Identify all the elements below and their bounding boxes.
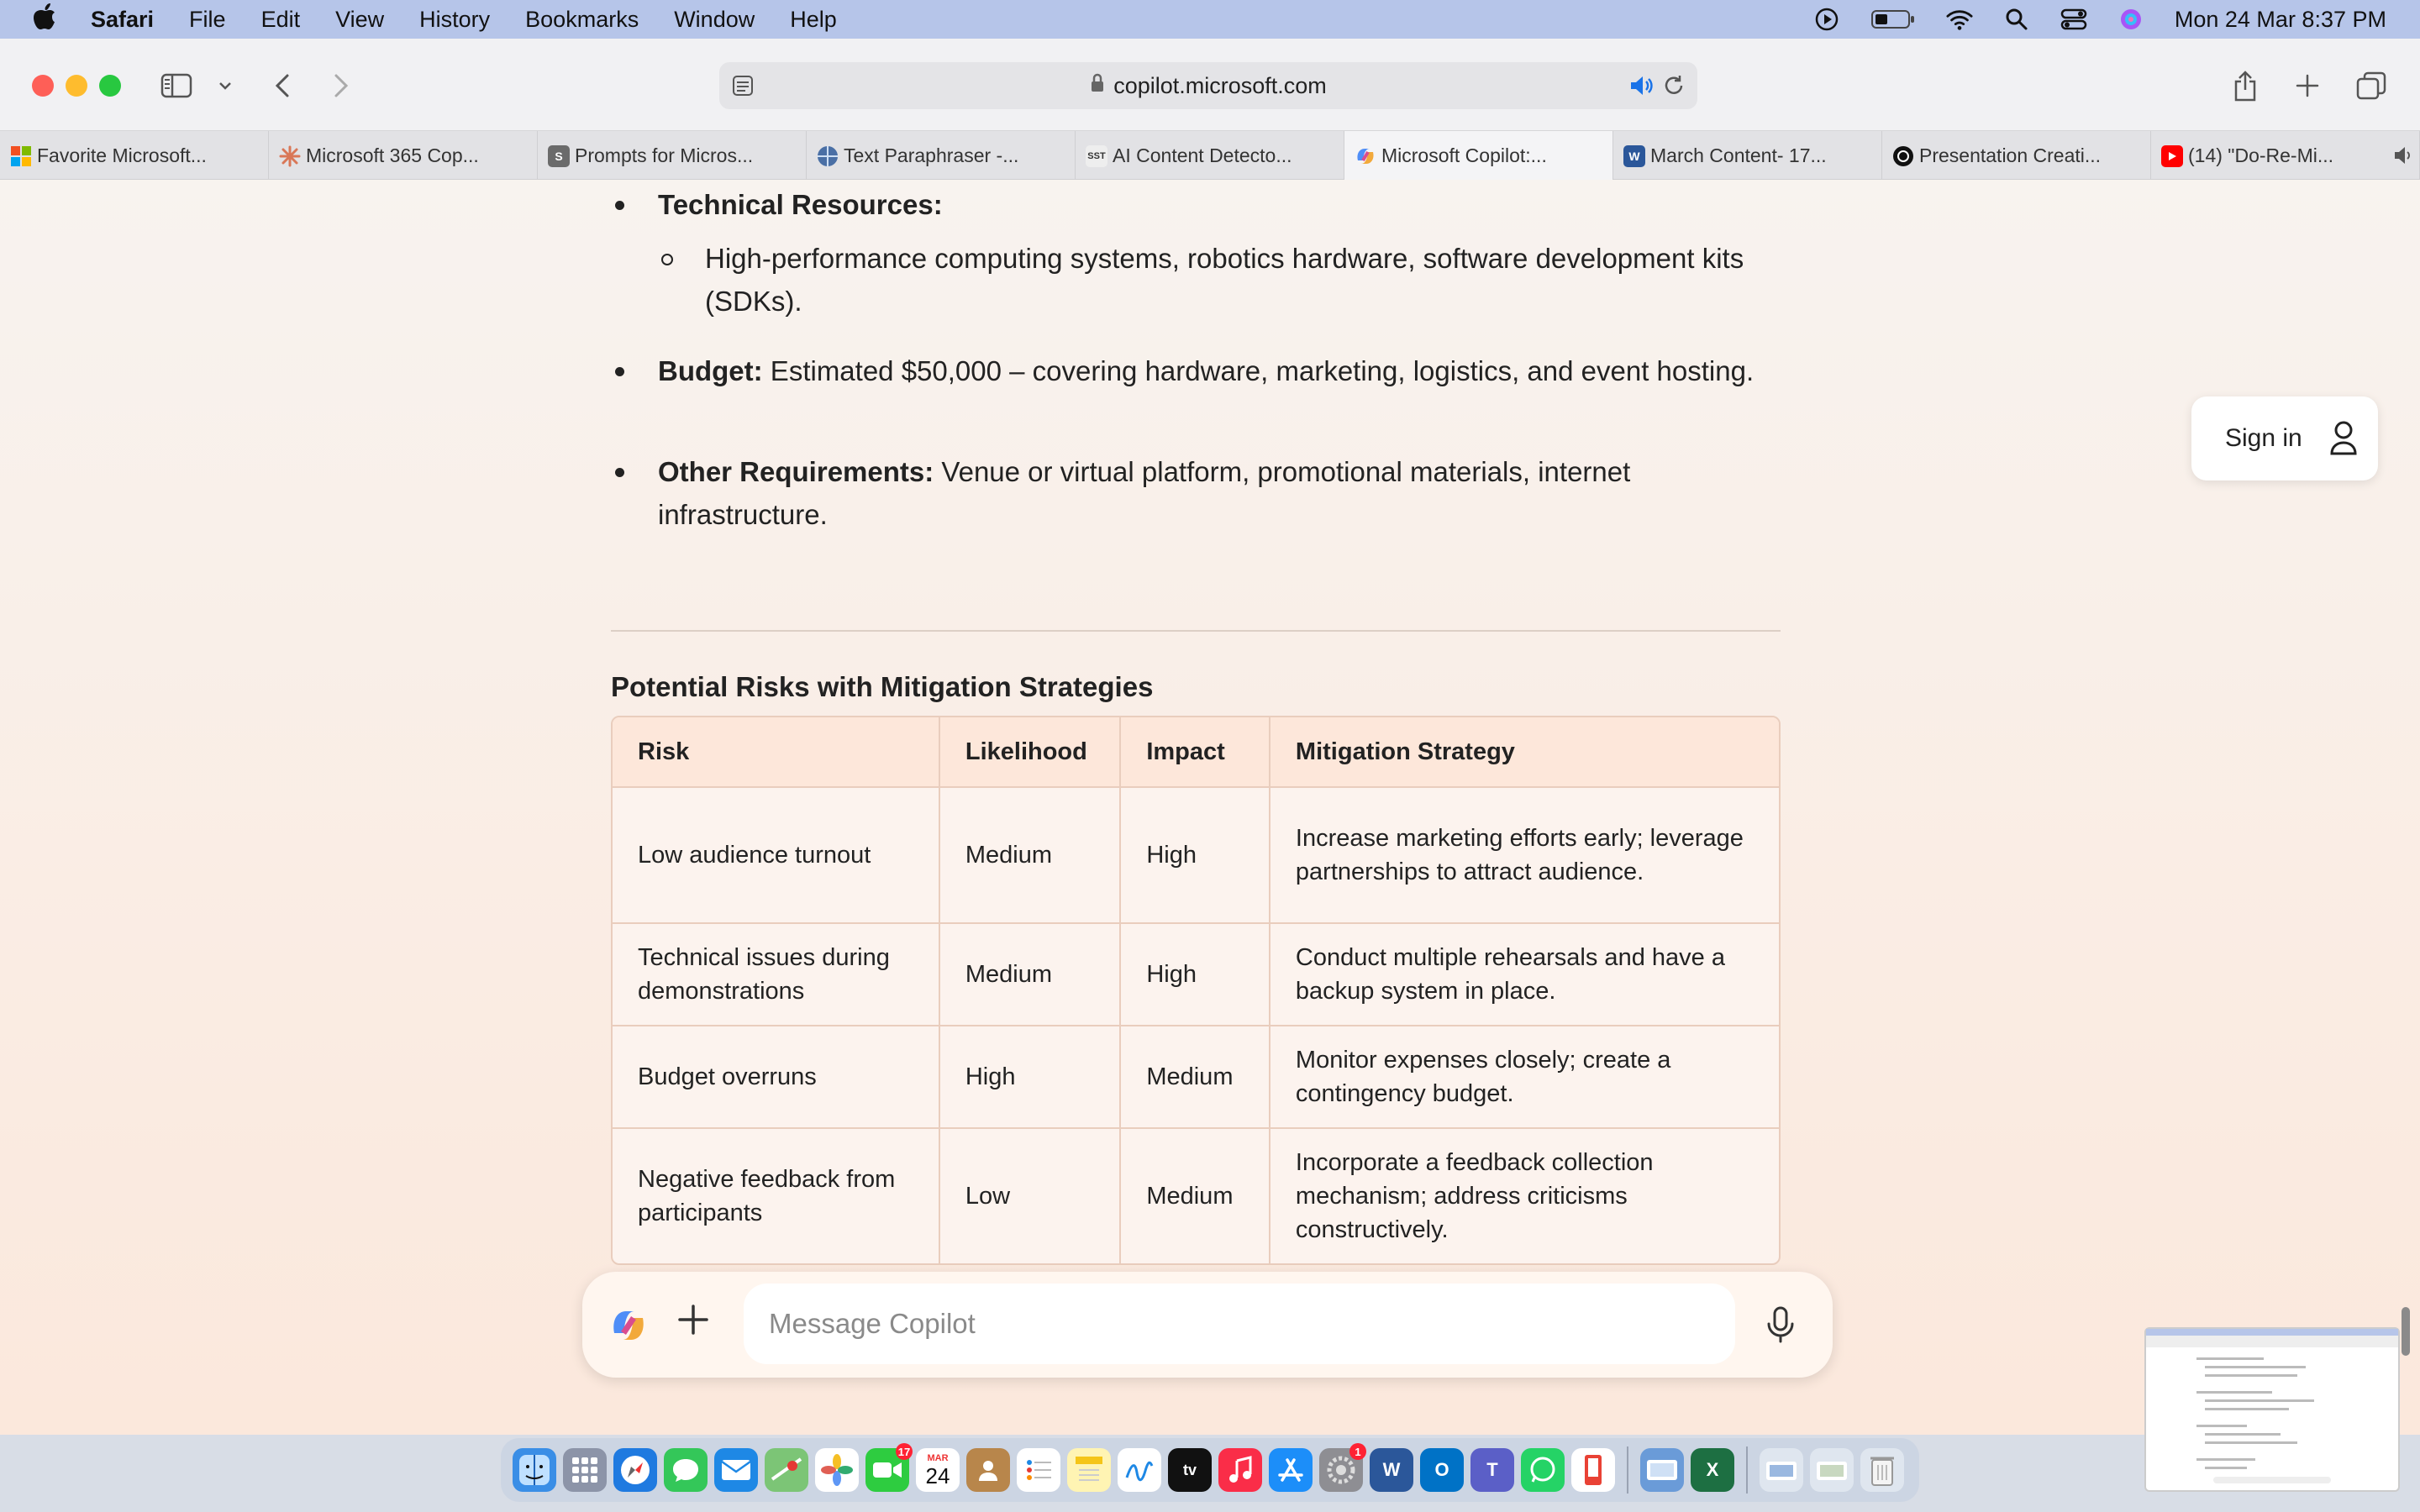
menu-bar [0, 0, 2420, 39]
battery-icon[interactable] [1870, 6, 1916, 33]
section-divider [611, 630, 1781, 632]
chatgpt-icon [1892, 145, 1914, 167]
cell-likelihood: Low [939, 1129, 1119, 1263]
table-row [613, 1025, 1779, 1127]
close-window-button[interactable] [32, 75, 54, 97]
bullet-dot [615, 201, 624, 210]
cell-likelihood: High [939, 1026, 1119, 1127]
menu-safari[interactable]: Safari [91, 6, 155, 32]
address-bar[interactable] [719, 62, 1697, 109]
list-item-technical-resources [611, 183, 1781, 226]
sign-in-button[interactable] [2191, 396, 2378, 480]
menu-file[interactable]: File [189, 6, 226, 32]
menu-view[interactable]: View [335, 6, 385, 32]
teams-icon[interactable]: T [1470, 1448, 1514, 1492]
list-item-other-requirements [611, 450, 1781, 536]
youtube-icon [2161, 145, 2183, 167]
scrollbar-thumb[interactable] [2402, 1307, 2410, 1356]
apple-tv-glyph: tv [1182, 1461, 1197, 1478]
safari-window [0, 39, 2420, 1435]
user-icon [2329, 420, 2358, 464]
header-likelihood: Likelihood [939, 717, 1119, 786]
settings-badge: 1 [1349, 1443, 1366, 1460]
browser-toolbar [0, 39, 2420, 131]
sub-list-item-technical [611, 237, 1781, 323]
tab-label: Presentation Creati... [1919, 144, 2102, 166]
excel-icon[interactable]: X [1691, 1448, 1734, 1492]
wifi-icon[interactable] [1946, 6, 1973, 33]
cell-risk: Negative feedback from participants [638, 1166, 896, 1226]
tab-label: Microsoft 365 Cop... [306, 144, 479, 166]
downloads-folder-icon[interactable] [1760, 1448, 1803, 1492]
finder-icon[interactable] [513, 1448, 556, 1492]
cell-mitigation: Monitor expenses closely; create a contingency budget. [1269, 1026, 1779, 1127]
header-mitigation: Mitigation Strategy [1269, 717, 1779, 786]
messages-icon[interactable] [664, 1448, 708, 1492]
tab-march-content[interactable] [1613, 131, 1882, 180]
contacts-icon[interactable] [966, 1448, 1010, 1492]
forward-icon[interactable] [324, 69, 358, 102]
menu-help[interactable]: Help [790, 6, 837, 32]
list-item-budget [611, 349, 1781, 392]
screenshot-app-icon[interactable] [1640, 1448, 1684, 1492]
technical-resources-detail: High-performance computing systems, robotics hardware, software development kits (SDKs). [705, 243, 1744, 317]
tab-label: Prompts for Micros... [575, 144, 754, 166]
tab-ai-content-detector[interactable] [1076, 131, 1344, 180]
cell-likelihood: Medium [939, 788, 1119, 922]
back-icon[interactable] [266, 69, 299, 102]
menu-edit[interactable]: Edit [260, 6, 301, 32]
launchpad-icon[interactable] [563, 1448, 607, 1492]
table-header-row [613, 717, 1779, 786]
share-icon[interactable] [2228, 69, 2262, 102]
add-attachment-icon[interactable] [676, 1302, 710, 1346]
bullet-dot [615, 468, 624, 477]
cell-mitigation: Increase marketing efforts early; leverage partnerships to attract audience. [1269, 788, 1779, 922]
menu-clock[interactable]: Mon 24 Mar 8:37 PM [2174, 6, 2386, 32]
tab-label: (14) "Do-Re-Mi... [2188, 144, 2334, 166]
notes-icon[interactable] [1067, 1448, 1111, 1492]
cell-risk: Technical issues during demonstrations [638, 944, 890, 1005]
section-heading: Potential Risks with Mitigation Strategies [611, 671, 1154, 702]
apple-tv-icon[interactable] [1168, 1448, 1212, 1492]
message-composer [582, 1272, 1833, 1378]
zoom-window-button[interactable] [99, 75, 121, 97]
documents-folder-icon[interactable] [1810, 1448, 1854, 1492]
cell-mitigation: Conduct multiple rehearsals and have a backup system in place. [1269, 924, 1779, 1025]
message-input[interactable] [744, 1284, 1735, 1364]
system-settings-icon[interactable] [1319, 1445, 1363, 1492]
music-icon[interactable] [1218, 1448, 1262, 1492]
other-requirements-text: Venue or virtual platform, promotional materials, internet infrastructure. [658, 456, 1631, 530]
tab-label: Favorite Microsoft... [37, 144, 207, 166]
freeform-icon[interactable] [1118, 1448, 1161, 1492]
microsoft-icon [10, 145, 32, 167]
budget-label: Budget: [658, 355, 763, 386]
header-impact: Impact [1119, 717, 1269, 786]
cell-impact: Medium [1119, 1129, 1269, 1263]
header-risk: Risk [638, 738, 690, 765]
cell-risk: Budget overruns [638, 1063, 817, 1090]
sidebar-toggle-icon[interactable] [160, 69, 193, 102]
facetime-badge: 17 [896, 1443, 913, 1460]
cell-likelihood: Medium [939, 924, 1119, 1025]
other-requirements-label: Other Requirements: [658, 456, 934, 487]
technical-resources-label: Technical Resources: [658, 189, 943, 220]
calendar-day: 24 [925, 1463, 950, 1488]
spotlight-search-icon[interactable] [2003, 6, 2030, 33]
s-icon: S [548, 145, 570, 167]
trash-icon[interactable] [1860, 1448, 1904, 1492]
reminders-icon[interactable] [1017, 1448, 1060, 1492]
tab-bar [0, 131, 2420, 180]
tab-label: AI Content Detecto... [1113, 144, 1292, 166]
tab-overview-icon[interactable] [2354, 69, 2388, 102]
cell-mitigation: Incorporate a feedback collection mechanism; address criticisms constructively. [1269, 1129, 1779, 1263]
copilot-logo-icon[interactable] [609, 1306, 648, 1345]
screenshot-thumbnail[interactable] [2144, 1327, 2400, 1492]
app-store-icon[interactable] [1269, 1448, 1313, 1492]
copilot-icon [1355, 145, 1376, 167]
safari-icon[interactable] [613, 1448, 657, 1492]
apple-icon[interactable] [32, 2, 66, 37]
outlook-icon[interactable]: O [1420, 1448, 1464, 1492]
claude-icon [279, 145, 301, 167]
menu-bookmarks[interactable]: Bookmarks [525, 6, 639, 32]
dock [501, 1438, 1919, 1502]
sub-bullet-circle [661, 254, 673, 265]
control-center-icon[interactable] [2060, 6, 2087, 33]
speaker-icon[interactable] [2392, 144, 2414, 171]
photos-icon[interactable] [815, 1448, 859, 1492]
table-row [613, 1127, 1779, 1263]
tab-text-paraphraser[interactable] [807, 131, 1076, 180]
tab-label: Text Paraphraser -... [844, 144, 1019, 166]
calendar-month: MAR [927, 1453, 949, 1463]
cell-impact: Medium [1119, 1026, 1269, 1127]
tab-presentation-creation[interactable] [1882, 131, 2151, 180]
preview-icon[interactable] [1571, 1448, 1615, 1492]
globe-icon [817, 145, 839, 167]
calendar-icon[interactable] [916, 1448, 960, 1492]
audio-playing-icon[interactable] [1628, 74, 1654, 103]
maps-icon[interactable] [765, 1448, 808, 1492]
lock-icon [1090, 73, 1105, 98]
word-app-icon[interactable]: W [1370, 1448, 1413, 1492]
budget-text: Estimated $50,000 – covering hardware, marketing, logistics, and event hosting. [762, 355, 1754, 386]
tab-favorite-microsoft[interactable] [0, 131, 269, 180]
tab-youtube-do-re-mi[interactable] [2151, 131, 2420, 180]
menu-window[interactable]: Window [674, 6, 755, 32]
sign-in-label: Sign in [2225, 424, 2302, 452]
tab-label: Microsoft Copilot:... [1381, 144, 1547, 166]
cell-impact: High [1119, 924, 1269, 1025]
url-text[interactable]: copilot.microsoft.com [1113, 72, 1327, 98]
tab-prompts-for-microsoft[interactable] [538, 131, 807, 180]
word-icon: W [1623, 145, 1645, 167]
tab-label: March Content- 17... [1650, 144, 1827, 166]
tab-microsoft-365-copilot[interactable] [269, 131, 538, 180]
screen-recording-icon[interactable] [1813, 6, 1840, 33]
table-row [613, 922, 1779, 1025]
minimize-window-button[interactable] [66, 75, 87, 97]
reload-icon[interactable] [1662, 74, 1686, 103]
new-tab-icon[interactable] [2291, 69, 2324, 102]
reader-icon[interactable] [731, 74, 755, 103]
mail-icon[interactable] [714, 1448, 758, 1492]
siri-icon[interactable] [2118, 6, 2144, 33]
copilot-page [0, 180, 2420, 1435]
facetime-icon[interactable] [865, 1445, 911, 1492]
chevron-down-icon[interactable] [208, 69, 242, 102]
dock-separator [1627, 1446, 1628, 1494]
whatsapp-icon[interactable] [1521, 1448, 1565, 1492]
sst-icon: SST [1086, 145, 1107, 167]
dock-separator [1746, 1446, 1748, 1494]
risk-table [611, 716, 1781, 1265]
table-row [613, 786, 1779, 922]
microphone-icon[interactable] [1764, 1305, 1797, 1348]
cell-risk: Low audience turnout [638, 842, 871, 869]
menu-history[interactable]: History [419, 6, 491, 32]
bullet-dot [615, 367, 624, 376]
cell-impact: High [1119, 788, 1269, 922]
tab-microsoft-copilot[interactable] [1344, 131, 1613, 180]
